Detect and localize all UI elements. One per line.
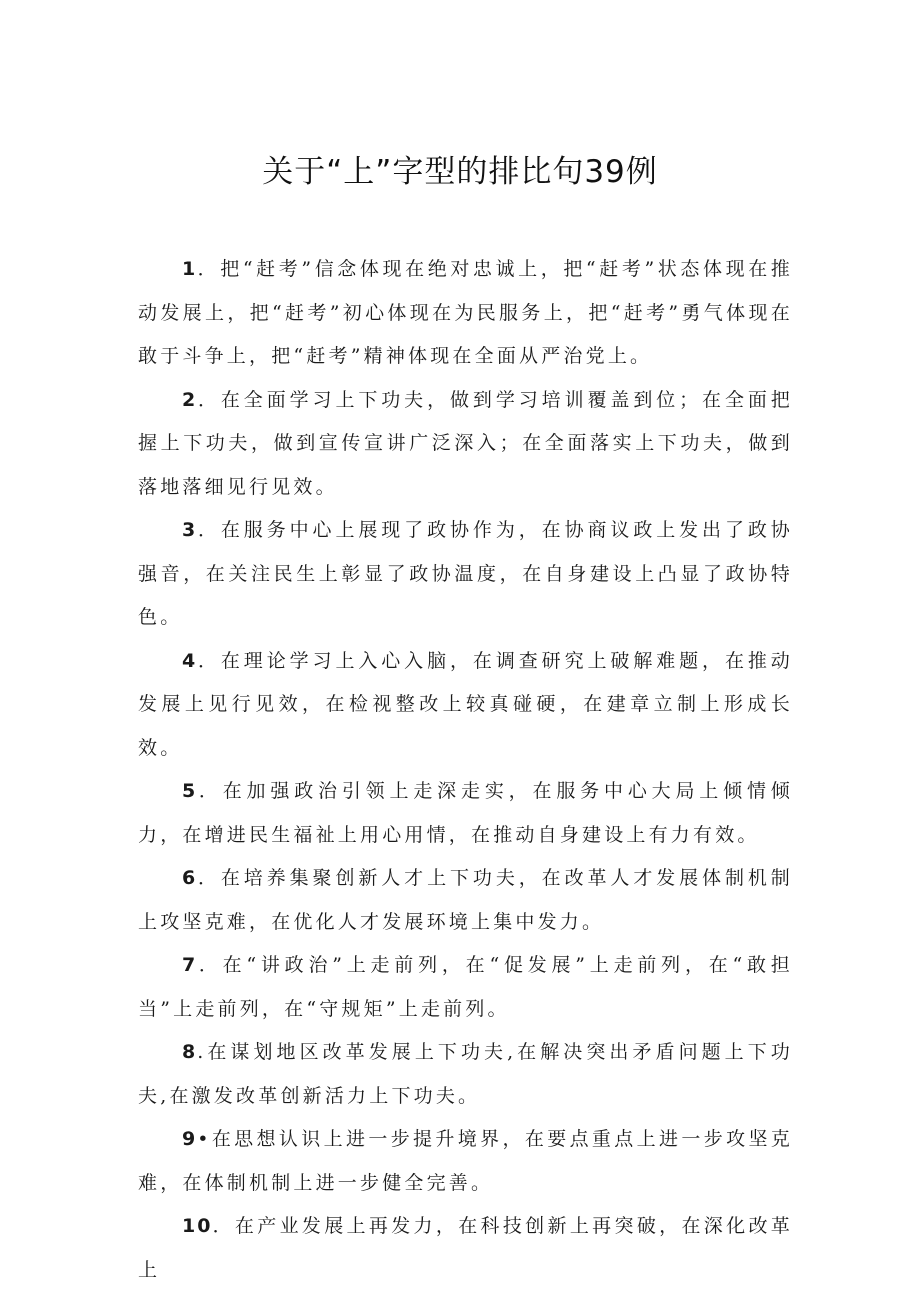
list-item	[138, 379, 793, 510]
item-text: 把“赶考”信念体现在绝对忠诚上，把“赶考”状态体现在推动发展上，把“赶考”初心体现在为民服务上，把“赶考”勇气体现在敢于斗争上，把“赶考”精神体现在全面从严治党上。	[138, 258, 793, 367]
list-item	[138, 1031, 793, 1118]
item-text: 在产业发展上再发力，在科技创新上再突破，在深化改革上	[138, 1215, 793, 1281]
item-separator: ．	[197, 649, 221, 672]
item-separator: ．	[197, 519, 221, 541]
item-number: 8	[182, 1041, 198, 1063]
item-text: 在理论学习上入心入脑，在调查研究上破解难题，在推动发展上见行见效，在检视整改上较真碰硬，在建章立制上形成长效。	[138, 649, 793, 759]
item-number: 3	[182, 519, 198, 541]
item-number: 7	[182, 954, 198, 976]
item-list	[138, 248, 793, 1292]
item-number: 1	[182, 258, 198, 280]
item-separator: ．	[212, 1215, 235, 1237]
item-separator: •	[197, 1128, 212, 1150]
item-text: 在服务中心上展现了政协作为，在协商议政上发出了政协强音，在关注民生上彰显了政协温度，在自身建设上凸显了政协特色。	[138, 519, 793, 628]
item-number: 9	[182, 1128, 198, 1150]
item-text: 在培养集聚创新人才上下功夫，在改革人才发展体制机制上攻坚克难，在优化人才发展环境上集中发力。	[138, 867, 793, 933]
list-item	[138, 1205, 793, 1292]
item-text: 在思想认识上进一步提升境界，在要点重点上进一步攻坚克难，在体制机制上进一步健全完善。	[138, 1128, 793, 1194]
item-text: 在谋划地区改革发展上下功夫,在解决突出矛盾问题上下功夫,在激发改革创新活力上下功夫。	[138, 1041, 793, 1107]
list-item	[138, 857, 793, 944]
item-number: 2	[182, 388, 198, 411]
list-item	[138, 1118, 793, 1205]
list-item	[138, 509, 793, 640]
item-separator: .	[197, 1041, 207, 1063]
list-item	[138, 770, 793, 857]
item-number: 6	[182, 867, 198, 889]
item-number: 10	[182, 1215, 213, 1237]
item-number: 4	[182, 649, 198, 672]
item-separator: ．	[197, 954, 223, 976]
item-text: 在全面学习上下功夫，做到学习培训覆盖到位；在全面把握上下功夫，做到宣传宣讲广泛深入；在全面落实上下功夫，做到落地落细见行见效。	[138, 388, 793, 498]
list-item	[138, 944, 793, 1031]
list-item	[138, 640, 793, 771]
item-text: 在加强政治引领上走深走实，在服务中心大局上倾情倾力，在增进民生福祉上用心用情，在推动自身建设上有力有效。	[138, 780, 793, 846]
item-separator: ．	[197, 388, 221, 411]
list-item	[138, 248, 793, 379]
document-title: 关于“上”字型的排比句39例	[262, 154, 658, 190]
item-text: 在“讲政治”上走前列，在“促发展”上走前列，在“敢担当”上走前列，在“守规矩”上走前列。	[138, 954, 793, 1020]
item-number: 5	[182, 780, 198, 802]
item-separator: ．	[197, 867, 221, 889]
item-separator: ．	[197, 258, 221, 280]
item-separator: ．	[197, 780, 223, 802]
